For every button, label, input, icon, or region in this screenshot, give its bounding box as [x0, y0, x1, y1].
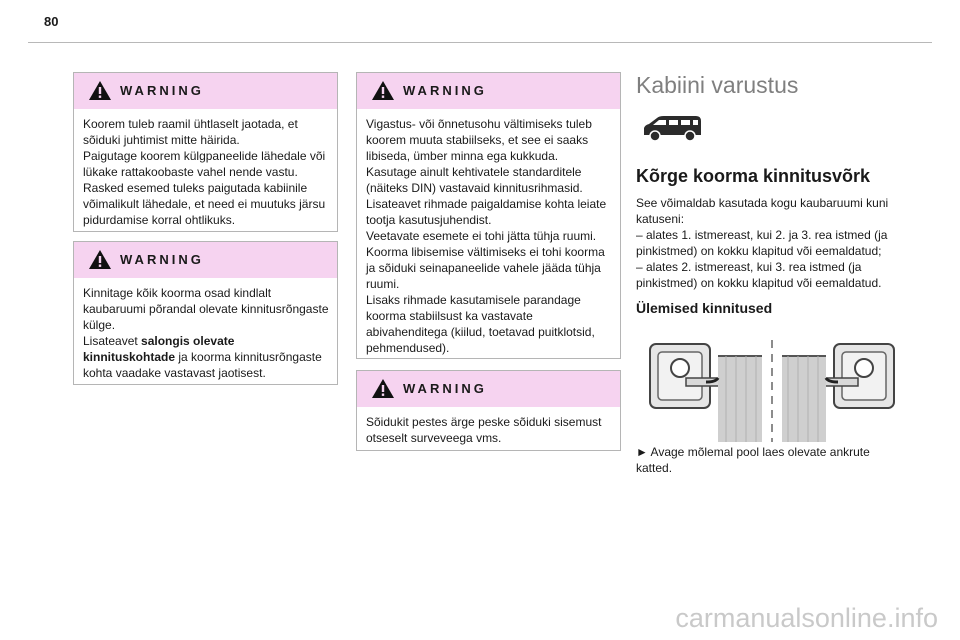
text-line: Veetavate esemete ei tohi jätta tühja ruumi.	[366, 229, 597, 243]
text-line: sõiduki juhtimist mitte häirida.	[83, 133, 240, 147]
text-line: Sõidukit pestes ärge peske sõiduki sisemust	[366, 415, 602, 429]
warning-header	[74, 242, 337, 278]
text-line: ja sõiduki seinapaneelide vahele jääda tühja	[366, 261, 601, 275]
text-line: pehmendused).	[366, 341, 450, 355]
text-line: katuseni:	[636, 212, 685, 226]
text-line: Koorem tuleb raamil ühtlaselt jaotada, et	[83, 117, 298, 131]
reference-link-text: salongis olevate kinnituskohtade	[83, 334, 235, 364]
warning-box-4	[356, 370, 621, 451]
subheading-2: Ülemised kinnitused	[636, 300, 773, 316]
roof-anchor-illustration	[646, 338, 898, 442]
subheading: Kõrge koorma kinnitusvõrk	[636, 166, 871, 186]
text-line: pinkistmed) on kokku klapitud või eemaldatud;	[636, 244, 882, 258]
warning-header	[357, 371, 620, 407]
text-line: otseselt surveveega vms.	[366, 431, 502, 445]
warning-text	[357, 407, 620, 446]
warning-triangle-icon	[371, 378, 395, 399]
text-line: Kasutage ainult kehtivatele standarditele	[366, 165, 582, 179]
text-line: koorma stabiilsust ka vastavate	[366, 309, 533, 323]
warning-text	[74, 278, 337, 381]
warning-text	[74, 109, 337, 228]
text-line: abivahenditega (kiilud, toetavad puitklotsid,	[366, 325, 595, 339]
reference-suffix: ja koorma kinnitusrõngaste kohta vaadake vastavast jaotisest.	[83, 350, 322, 380]
text-line: Vigastus- või õnnetusohu vältimiseks tuleb	[366, 117, 592, 131]
warning-title: WARNING	[403, 83, 487, 98]
text-line: kaubaruumi põrandal olevate kinnitusrõngaste	[83, 302, 329, 316]
warning-box-3	[356, 72, 621, 359]
text-line: lükake rattakoobaste vahel nende vastu.	[83, 165, 298, 179]
text-line: katted.	[636, 461, 673, 475]
text-line: See võimaldab kasutada kogu kaubaruumi kuni	[636, 196, 889, 210]
reference-prefix: Lisateavet	[83, 334, 142, 348]
warning-triangle-icon	[88, 80, 112, 101]
text-line: pinkistmed) on kokku klapitud või eemaldatud.	[636, 276, 882, 290]
warning-box-1	[73, 72, 338, 232]
text-line: Koorma libisemise vältimiseks ei tohi koorma	[366, 245, 605, 259]
header-rule	[28, 42, 932, 43]
van-icon	[640, 114, 704, 144]
text-line: võimalikult lähedale, et need ei muutuks järsu	[83, 197, 326, 211]
instruction-text	[636, 444, 870, 476]
warning-header	[74, 73, 337, 109]
watermark: carmanualsonline.info	[675, 603, 938, 633]
text-line: – alates 1. istmereast, kui 2. ja 3. rea istmed (ja	[636, 228, 888, 242]
text-line: Kinnitage kõik koorma osad kindlalt	[83, 286, 272, 300]
text-line: Rasked esemed tuleks paigutada kabiinile	[83, 181, 308, 195]
text-line: pidurdamise korral ohtlikuks.	[83, 213, 236, 227]
warning-triangle-icon	[371, 80, 395, 101]
text-line: tootja kasutusjuhendist.	[366, 213, 492, 227]
warning-box-2	[73, 241, 338, 385]
warning-text	[357, 109, 620, 356]
reference-text	[83, 333, 329, 381]
warning-title: WARNING	[403, 381, 487, 396]
text-line: Paigutage koorem külgpaneelide lähedale või	[83, 149, 326, 163]
text-line: – alates 2. istmereast, kui 3. rea istmed (ja	[636, 260, 862, 274]
text-line: ► Avage mõlemal pool laes olevate ankrute	[636, 445, 870, 459]
text-line: Lisaks rihmade kasutamisele parandage	[366, 293, 581, 307]
text-line: ruumi.	[366, 277, 400, 291]
warning-triangle-icon	[88, 249, 112, 270]
warning-header	[357, 73, 620, 109]
warning-title: WARNING	[120, 83, 204, 98]
text-line: külge.	[83, 318, 116, 332]
text-line: koorem muuta stabiilseks, et see ei saaks	[366, 133, 589, 147]
page-number: 80	[44, 14, 59, 29]
text-line: Lisateavet rihmade paigaldamise kohta leiate	[366, 197, 607, 211]
section-title: Kabiini varustus	[636, 72, 799, 98]
text-line: (näiteks DIN) vastavaid kinnitusrihmasid.	[366, 181, 583, 195]
text-line: libiseda, ümber minna ega kukkuda.	[366, 149, 559, 163]
warning-title: WARNING	[120, 252, 204, 267]
intro-text	[636, 195, 888, 291]
